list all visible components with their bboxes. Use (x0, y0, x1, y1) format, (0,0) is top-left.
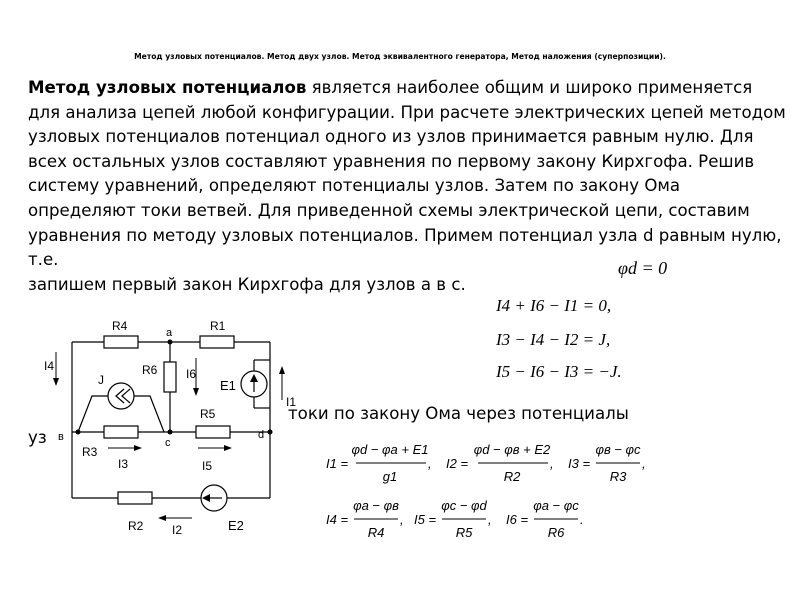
label-i1: I1 (286, 395, 297, 409)
label-i2: I2 (172, 523, 183, 537)
node-b-dot (76, 430, 81, 435)
ohm-i2-den: R2 (503, 469, 521, 484)
label-node-b: в (58, 431, 64, 443)
label-e1: E1 (220, 378, 236, 393)
node-c-dot (168, 430, 173, 435)
ohm-i2-num: φd − φв + E2 (473, 442, 551, 457)
ohm-i3-end: , (642, 456, 646, 471)
ohm-i5-num: φc − φd (441, 498, 487, 513)
ohm-intro-prefix: уз (28, 428, 47, 447)
ohm-i3-num: φв − φc (595, 442, 641, 457)
label-r5: R5 (200, 407, 216, 421)
kcl-eq-1: I4 + I6 − I1 = 0, (496, 296, 612, 315)
i3-arrow-head (134, 445, 142, 451)
resistor-r6 (164, 362, 176, 392)
node-a-dot (168, 340, 173, 345)
ohm-i4-end: , (400, 512, 404, 527)
ohm-i5-end: , (488, 512, 492, 527)
ohm-i4-num: φa − φв (353, 498, 399, 513)
i2-arrow-head (158, 515, 166, 521)
ohm-i4-lhs: I4 = (326, 512, 349, 527)
kirchhoff-line: запишем первый закон Кирхгофа для узлов а в с. (28, 274, 466, 294)
label-r6: R6 (142, 363, 158, 377)
kcl-eq-3: I5 − I6 − I3 = −J. (496, 362, 622, 381)
ohm-i6-lhs: I6 = (506, 512, 529, 527)
i1-arrow-head (279, 366, 285, 374)
label-node-a: а (166, 327, 173, 339)
label-i4: I4 (44, 359, 55, 373)
label-r1: R1 (210, 319, 226, 333)
i5-arrow-head (224, 445, 232, 451)
ohm-i3-den: R3 (609, 469, 627, 484)
label-r3: R3 (82, 445, 98, 459)
label-i5: I5 (202, 459, 213, 473)
ohm-i1-num: φd − φa + E1 (351, 442, 429, 457)
label-e2: E2 (228, 518, 244, 533)
ohm-i6-den: R6 (547, 525, 565, 540)
ohm-i2-lhs: I2 = (446, 456, 469, 471)
label-node-c: с (165, 437, 171, 449)
ohm-i5-den: R5 (455, 525, 473, 540)
resistor-r5 (196, 426, 230, 438)
label-i3: I3 (118, 457, 129, 471)
ohm-i4-den: R4 (367, 525, 385, 540)
ohm-i5-lhs: I5 = (414, 512, 437, 527)
ohm-i6-num: φa − φc (533, 498, 579, 513)
phi-d-zero-eq: φd = 0 (618, 258, 668, 278)
resistor-r1 (200, 336, 234, 348)
ohm-i1-lhs: I1 = (326, 456, 349, 471)
node-d-dot (268, 430, 273, 435)
bold-lead: Метод узловых потенциалов (28, 78, 307, 97)
resistor-r2 (118, 492, 152, 504)
ohm-i3-lhs: I3 = (568, 456, 591, 471)
i6-arrow-head (193, 388, 199, 396)
i4-arrow-head (53, 378, 59, 386)
label-i6: I6 (186, 367, 197, 381)
ohm-i2-end: , (550, 456, 554, 471)
resistor-r4 (104, 336, 138, 348)
resistor-r3 (104, 426, 138, 438)
ohm-intro-line: токи по закону Ома через потенциалы (288, 404, 629, 423)
label-r2: R2 (128, 519, 144, 533)
label-j: J (98, 373, 104, 387)
ohm-i1-end: , (428, 456, 432, 471)
ohm-i1-den: g1 (382, 469, 398, 484)
source-j (108, 383, 134, 409)
label-r4: R4 (112, 319, 128, 333)
label-node-d: d (258, 429, 265, 441)
kcl-eq-2: I3 − I4 − I2 = J, (496, 330, 611, 349)
ohm-i6-end: . (580, 512, 584, 527)
paragraph-body: является наиболее общим и широко применяется для анализа цепей любой конфигурации. При расчете электрических цепей методом узловых потенциалов потенциал одного из узлов принимается равным нулю. Для всех остальных узлов составляют уравнения по первому закону Кирхгофа. Решив систему уравнений, определяют потенциалы узлов. Затем по закону Ома определяют токи ветвей. Для приведенной схемы электрической цепи, составим уравнения по методу узловых потенциалов. Примем потенциал узла d равным нулю, т.е. (28, 78, 786, 270)
slide-title: Метод узловых потенциалов. Метод двух узлов. Метод эквивалентного генератора, Метод наложения (суперпозиции). (134, 52, 666, 61)
